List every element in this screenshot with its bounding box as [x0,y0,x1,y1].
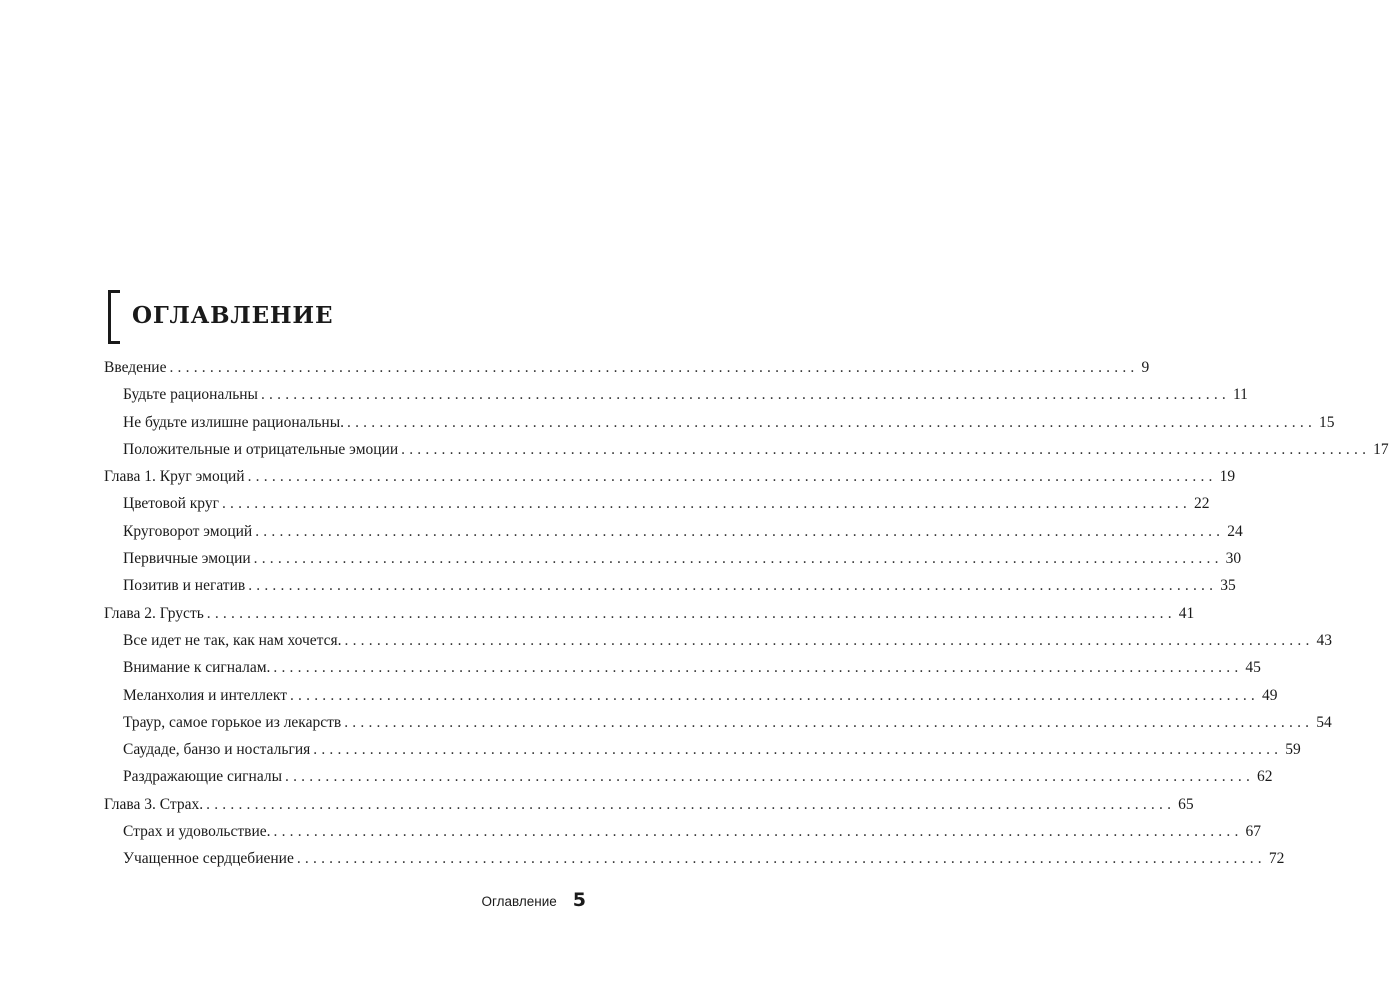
toc-section-entry [104,545,1242,572]
dot-leader: ........................................................................................................................ [260,386,1230,404]
page-footer [482,889,587,911]
toc-entry-page-number: 15 [1319,413,1335,431]
toc-entry-title: Будьте рациональны [123,386,258,404]
dot-leader: ........................................................................................................................ [206,795,1176,813]
toc-entry-title: Глава 3. Страх. [104,795,204,813]
toc-entry-page-number: 17 [1373,440,1389,458]
toc-entry-title: Положительные и отрицательные эмоции [123,440,399,458]
toc-entry-page-number: 54 [1316,713,1332,731]
toc-entry-page-number: 24 [1227,522,1243,540]
toc-entry-page-number: 9 [1141,359,1150,376]
page-number: 5 [572,889,586,911]
toc-entry-title: Траур, самое горькое из лекарств [123,713,342,731]
toc-section-entry [104,736,1301,763]
toc-section-entry [104,845,1285,872]
toc-entry-page-number: 11 [1232,386,1248,404]
dot-leader: ........................................................................................................................ [206,604,1176,622]
dot-leader: ........................................................................................................................ [296,850,1266,868]
toc-section-entry [104,490,1210,517]
toc-entry-title: Введение [104,359,167,376]
toc-entry-page-number: 62 [1257,768,1273,786]
toc-entry-page-number: 41 [1178,604,1195,622]
toc-entry-title: Страх и удовольствие. [123,823,271,841]
dot-leader: ........................................................................................................................ [401,440,1371,458]
toc-section-entry [104,627,1333,654]
toc-entry-page-number: 49 [1261,686,1278,704]
toc-section-entry [104,518,1243,545]
dot-leader: ........................................................................................................................ [344,713,1314,731]
toc-section-entry [104,572,1236,599]
toc-section-entry [104,818,1262,845]
toc-entry-page-number: 59 [1285,741,1301,759]
toc-section-entry [104,763,1273,790]
toc-entry-page-number: 72 [1268,850,1285,868]
toc-entry-page-number: 43 [1316,631,1333,649]
toc-entry-page-number: 67 [1245,823,1262,841]
toc-chapter-entry [104,600,1195,627]
toc-entry-title: Цветовой круг [123,495,219,513]
toc-entry-page-number: 65 [1178,795,1194,813]
toc-entry-title: Глава 2. Грусть [104,604,204,622]
toc-chapter-entry [104,354,1150,381]
dot-leader: ........................................................................................................................ [347,413,1317,431]
toc-entry-title: Круговорот эмоций [123,522,253,540]
toc-entry-title: Не будьте излишне рациональны. [123,413,345,431]
toc-entry-title: Меланхолия и интеллект [123,686,287,704]
toc-entry-page-number: 45 [1245,659,1261,677]
toc-section-entry [104,436,1389,463]
toc-entry-page-number: 30 [1225,550,1242,568]
toc-entry-title: Саудаде, банзо и ностальгия [123,741,311,759]
toc-entry-title: Учащенное сердцебиение [123,850,294,868]
toc-section-entry [104,381,1248,408]
dot-leader: ........................................................................................................................ [221,495,1191,513]
toc-entry-title: Глава 1. Круг эмоций [104,468,245,486]
toc-entry-title: Все идет не так, как нам хочется. [123,631,342,649]
dot-leader: ........................................................................................................................ [285,768,1255,786]
toc-entry-title: Внимание к сигналам. [123,659,271,677]
toc-entry-title: Первичные эмоции [123,550,251,568]
toc-entry-page-number: 35 [1220,577,1236,595]
toc-entry-title: Позитив и негатив [123,577,246,595]
toc-chapter-entry [104,791,1194,818]
toc-section-entry [104,409,1335,436]
page-title: ОГЛАВЛЕНИЕ [132,302,334,329]
dot-leader: ........................................................................................................................ [255,522,1225,540]
toc-section-entry [104,654,1261,681]
toc-section-entry [104,709,1332,736]
dot-leader: ........................................................................................................................ [248,577,1218,595]
toc-entry-title: Раздражающие сигналы [123,768,283,786]
toc-entry-page-number: 19 [1219,468,1236,486]
table-of-contents [104,354,1389,873]
running-footer-label: Оглавление [481,894,557,909]
dot-leader: ........................................................................................................................ [247,468,1217,486]
dot-leader: ........................................................................................................................ [253,550,1223,568]
dot-leader: ........................................................................................................................ [289,686,1259,704]
dot-leader: ........................................................................................................................ [273,659,1243,677]
heading-bracket-decoration [108,290,120,344]
toc-section-entry [104,682,1278,709]
dot-leader: ........................................................................................................................ [273,823,1243,841]
dot-leader: ........................................................................................................................ [169,359,1139,376]
toc-chapter-entry [104,463,1236,490]
dot-leader: ........................................................................................................................ [313,741,1283,759]
toc-entry-page-number: 22 [1193,495,1210,513]
dot-leader: ........................................................................................................................ [344,631,1314,649]
